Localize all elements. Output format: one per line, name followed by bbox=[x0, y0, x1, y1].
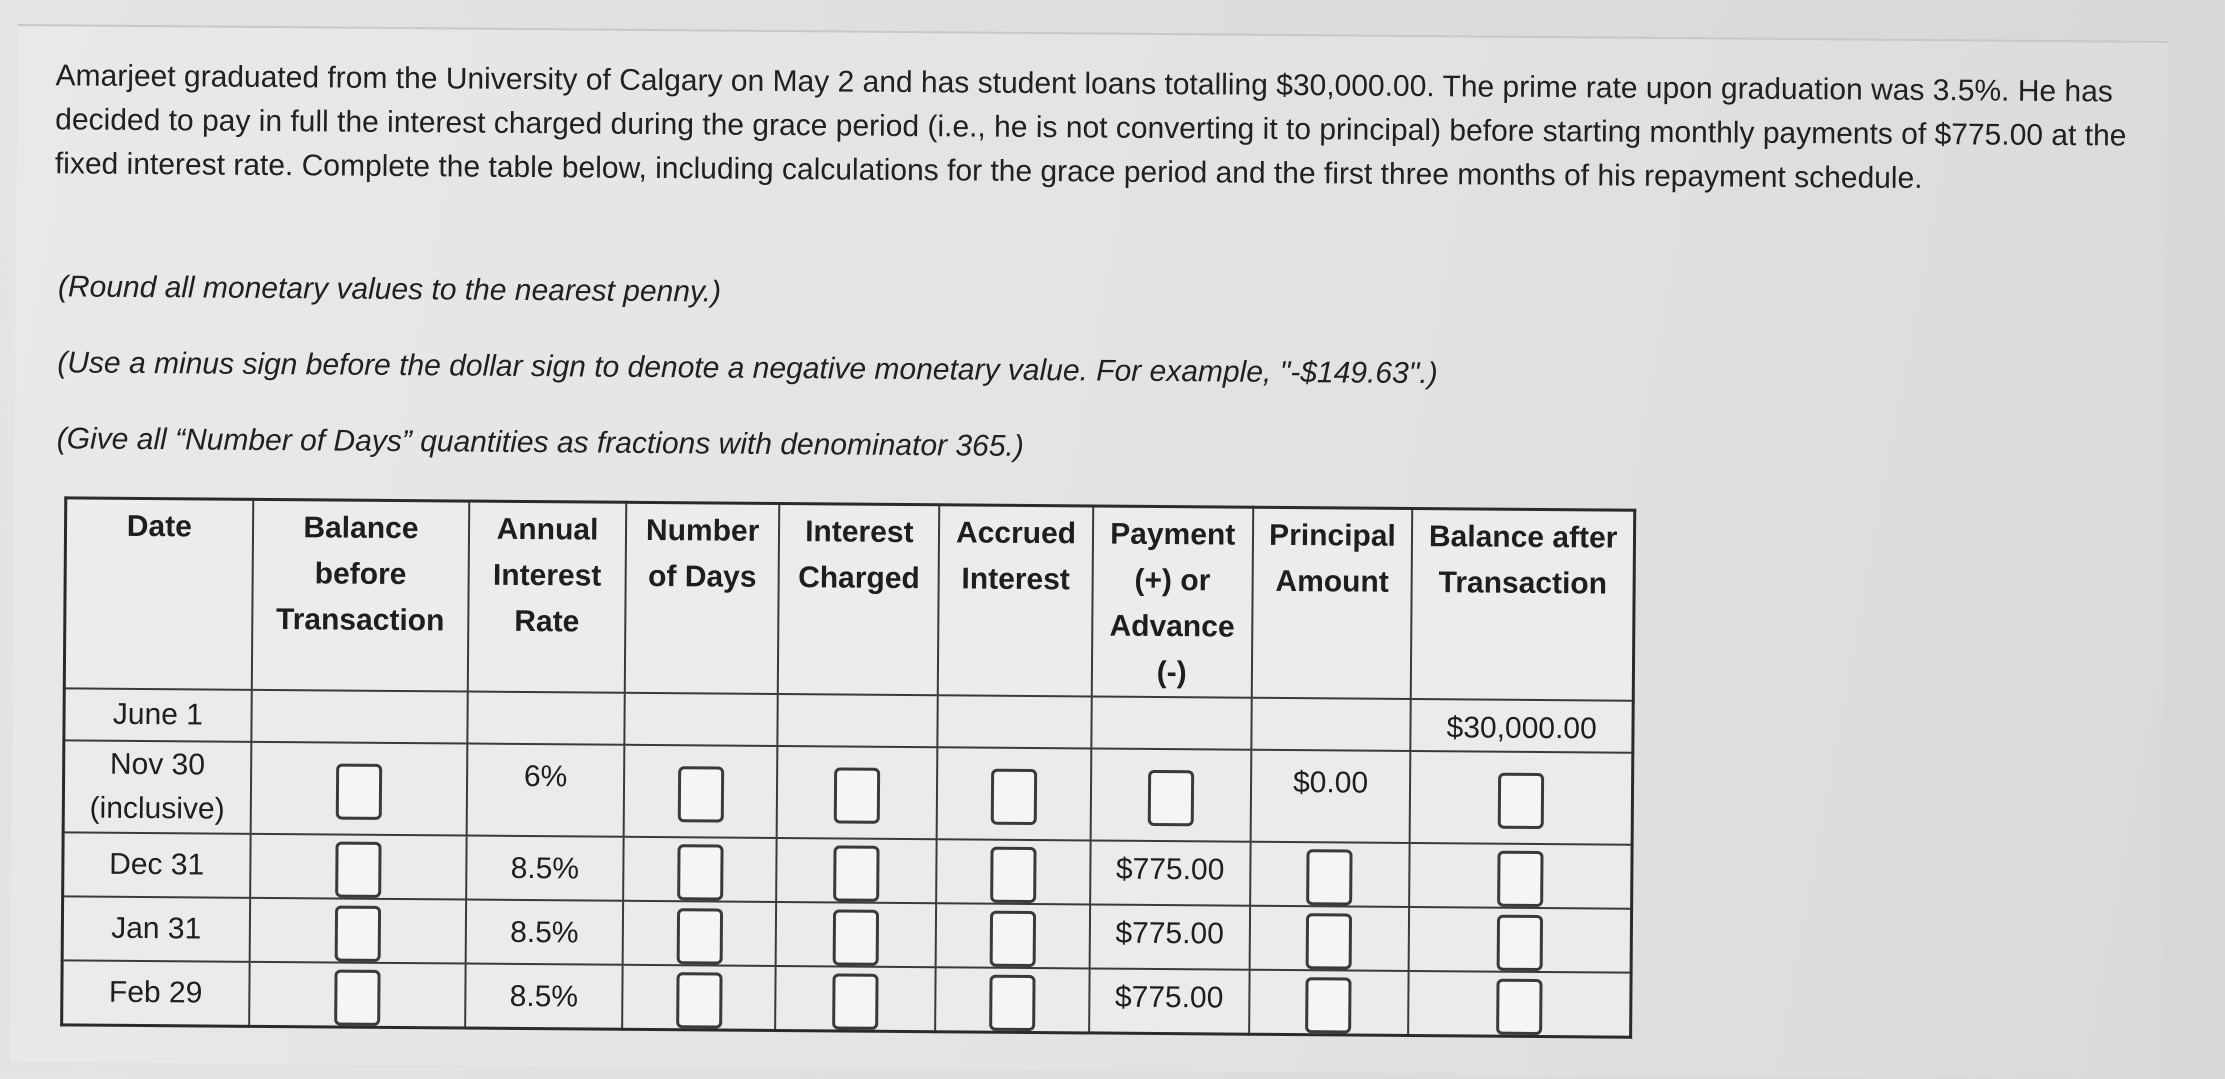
answer-input-box[interactable] bbox=[1306, 977, 1352, 1033]
answer-input-box[interactable] bbox=[991, 769, 1037, 825]
days-cell bbox=[623, 745, 777, 838]
principal-cell bbox=[1249, 970, 1409, 1036]
header-text: Transaction bbox=[275, 603, 445, 638]
negative-value-instruction: (Use a minus sign before the dollar sign to denote a negative monetary value. For example, "-$149.63".) bbox=[57, 346, 1438, 391]
answer-input-box[interactable] bbox=[677, 766, 723, 822]
accrued-interest-cell bbox=[937, 747, 1091, 840]
answer-input-box[interactable] bbox=[990, 911, 1036, 967]
interest-charged-cell bbox=[777, 838, 937, 903]
balance-after-cell bbox=[1409, 907, 1632, 973]
answer-input-box[interactable] bbox=[989, 975, 1035, 1031]
empty-cell bbox=[624, 693, 778, 746]
header-text: Number bbox=[645, 513, 760, 548]
header-text: Transaction bbox=[1438, 566, 1608, 601]
answer-input-box[interactable] bbox=[832, 973, 878, 1029]
answer-input-box[interactable] bbox=[1147, 770, 1193, 826]
principal-cell bbox=[1249, 906, 1409, 971]
answer-input-box[interactable] bbox=[334, 970, 380, 1026]
answer-input-box[interactable] bbox=[990, 847, 1036, 903]
header-text: (+) or bbox=[1134, 563, 1211, 598]
accrued-interest-cell bbox=[935, 967, 1089, 1033]
answer-input-box[interactable] bbox=[1498, 773, 1544, 829]
header-interest-charged bbox=[778, 503, 939, 695]
header-text: (-) bbox=[1156, 655, 1187, 690]
interest-charged-cell bbox=[777, 746, 937, 839]
worksheet-page bbox=[10, 24, 2168, 1079]
empty-cell bbox=[251, 690, 468, 744]
empty-cell bbox=[778, 694, 938, 747]
table-row-nov-30 bbox=[63, 740, 1633, 844]
answer-input-box[interactable] bbox=[336, 764, 382, 820]
days-cell bbox=[623, 837, 777, 902]
answer-input-box[interactable] bbox=[677, 844, 723, 900]
answer-input-box[interactable] bbox=[1306, 913, 1352, 969]
header-accrued-interest bbox=[938, 505, 1093, 697]
header-text: Interest bbox=[961, 562, 1071, 597]
answer-input-box[interactable] bbox=[1307, 849, 1353, 905]
payment-value: $775.00 bbox=[1089, 968, 1249, 1034]
header-text: Interest bbox=[492, 558, 602, 593]
answer-input-box[interactable] bbox=[833, 909, 879, 965]
balance-before-cell bbox=[249, 898, 466, 964]
payment-cell bbox=[1091, 748, 1251, 841]
header-text: Rate bbox=[514, 604, 580, 639]
days-cell bbox=[622, 965, 776, 1031]
balance-after-cell bbox=[1408, 971, 1631, 1037]
date-cell bbox=[63, 740, 251, 833]
header-date-label: Date bbox=[126, 509, 192, 544]
header-text: Charged bbox=[798, 561, 920, 596]
balance-before-cell bbox=[250, 742, 467, 836]
header-text: of Days bbox=[647, 559, 757, 594]
answer-input-box[interactable] bbox=[676, 908, 722, 964]
answer-input-box[interactable] bbox=[834, 767, 880, 823]
header-number-of-days bbox=[625, 502, 780, 694]
interest-charged-cell bbox=[776, 966, 936, 1032]
header-date bbox=[64, 498, 253, 690]
header-text: Principal bbox=[1269, 518, 1396, 553]
answer-input-box[interactable] bbox=[335, 906, 381, 962]
balance-before-cell bbox=[249, 962, 466, 1028]
balance-after-cell bbox=[1410, 751, 1633, 845]
loan-repayment-table bbox=[60, 496, 1636, 1038]
header-payment-advance bbox=[1092, 506, 1253, 698]
date-text: (inclusive) bbox=[89, 791, 225, 826]
payment-value: $775.00 bbox=[1090, 904, 1250, 969]
header-text: Advance bbox=[1109, 609, 1235, 644]
header-text: Payment bbox=[1110, 517, 1236, 552]
rate-value: 6% bbox=[467, 744, 624, 837]
empty-cell bbox=[938, 695, 1092, 748]
rate-value: 8.5% bbox=[466, 836, 623, 901]
empty-cell bbox=[1091, 696, 1251, 749]
header-text: before bbox=[314, 557, 407, 592]
balance-after-value: $30,000.00 bbox=[1411, 699, 1634, 753]
answer-input-box[interactable] bbox=[1497, 851, 1543, 907]
header-text: Accrued bbox=[955, 516, 1077, 551]
interest-charged-cell bbox=[776, 902, 936, 967]
table-row-feb-29 bbox=[62, 960, 1631, 1037]
rounding-instruction: (Round all monetary values to the nearest penny.) bbox=[57, 270, 722, 309]
header-balance-after bbox=[1411, 508, 1635, 700]
answer-input-box[interactable] bbox=[1497, 915, 1543, 971]
header-text: Interest bbox=[805, 515, 914, 550]
accrued-interest-cell bbox=[936, 903, 1090, 968]
date-cell: Feb 29 bbox=[62, 960, 250, 1026]
date-text: Nov 30 bbox=[109, 747, 206, 782]
problem-statement: Amarjeet graduated from the University of Calgary on May 2 and has student loans totalling $30,000.00. The prime rate upon graduation was 3.5%. He has decided to pay in full the interest charged during the grace period (i.e., he is not converting it to principal) before starting monthly payments of $775.00 at the fixed interest rate. Complete the table below, including calculations for the grace period and the first three months of his repayment schedule. bbox=[54, 59, 2127, 195]
header-annual-rate bbox=[468, 501, 626, 693]
header-principal-amount bbox=[1251, 507, 1412, 699]
days-fraction-instruction: (Give all “Number of Days” quantities as fractions with denominator 365.) bbox=[56, 422, 1024, 463]
rate-value: 8.5% bbox=[465, 964, 622, 1030]
header-text: Annual bbox=[496, 512, 599, 547]
answer-input-box[interactable] bbox=[833, 845, 879, 901]
answer-input-box[interactable] bbox=[1496, 979, 1542, 1035]
answer-input-box[interactable] bbox=[335, 842, 381, 898]
empty-cell bbox=[468, 692, 625, 745]
table-header-row bbox=[64, 498, 1634, 701]
header-text: Amount bbox=[1275, 564, 1389, 599]
days-cell bbox=[622, 901, 776, 966]
date-cell: June 1 bbox=[64, 688, 251, 741]
header-text: Balance after bbox=[1428, 520, 1618, 555]
empty-cell bbox=[1251, 698, 1411, 751]
balance-before-cell bbox=[250, 834, 467, 900]
balance-after-cell bbox=[1409, 843, 1632, 909]
principal-cell bbox=[1250, 842, 1410, 907]
payment-value: $775.00 bbox=[1090, 840, 1250, 905]
header-balance-before bbox=[251, 499, 469, 691]
rate-value: 8.5% bbox=[466, 900, 623, 965]
principal-value: $0.00 bbox=[1250, 750, 1410, 843]
answer-input-box[interactable] bbox=[676, 972, 722, 1028]
date-cell: Dec 31 bbox=[63, 832, 251, 897]
accrued-interest-cell bbox=[936, 839, 1090, 904]
header-text: Balance bbox=[303, 511, 419, 546]
date-cell: Jan 31 bbox=[62, 896, 250, 961]
